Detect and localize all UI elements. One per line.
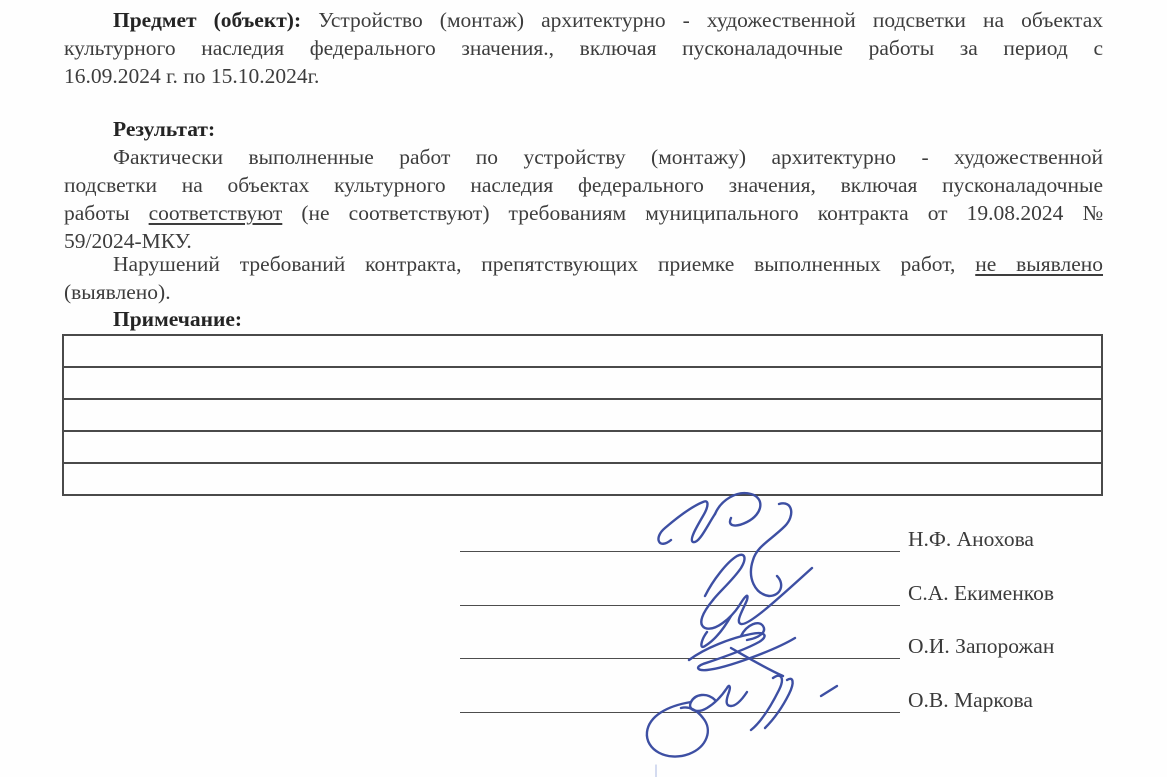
signatory-name-3: О.И. Запорожан (908, 634, 1055, 658)
signature-stroke-zaporozhan (689, 623, 795, 676)
result-heading: Результат: (113, 117, 216, 141)
result-line-3 (64, 199, 1103, 227)
signature-line-2 (460, 605, 900, 606)
violations-line-1-pre: Нарушений требований контракта, препятствующих приемке выполненных работ, (113, 252, 956, 276)
result-line-4: 59/2024-МКУ. (64, 229, 192, 253)
signature-stroke-anokhova (658, 493, 791, 596)
result-paragraph (64, 143, 1103, 255)
notes-table-row (64, 432, 1101, 464)
subject-line-1 (64, 6, 1103, 34)
signatory-name-4: О.В. Маркова (908, 688, 1033, 712)
result-line-1: Фактически выполненные работ по устройству (монтажу) архитектурно - художественной (113, 145, 1103, 169)
notes-table (62, 334, 1103, 496)
signature-line-3 (460, 658, 900, 659)
notes-table-row (64, 368, 1101, 400)
note-heading: Примечание: (113, 307, 243, 331)
signature-line-4 (460, 712, 900, 713)
subject-lead-bold: Предмет (объект): (113, 8, 302, 32)
violations-line-1-underlined: не выявлено (975, 252, 1104, 276)
signature-stroke-markova (647, 676, 837, 757)
result-line-3-post: (не соответствуют) требованиям муниципального контракта от 19.08.2024 № (301, 201, 1103, 225)
subject-line-2: культурного наследия федерального значения., включая пусконаладочные работы за период с (64, 36, 1103, 60)
signature-stroke-ekimenkov (701, 555, 812, 647)
result-line-3-pre: работы (64, 201, 130, 225)
signatory-name-2: С.А. Екименков (908, 581, 1054, 605)
subject-line-3: 16.09.2024 г. по 15.10.2024г. (64, 64, 320, 88)
notes-table-row (64, 336, 1101, 368)
result-heading-block (64, 115, 1103, 143)
violations-paragraph (64, 250, 1103, 306)
notes-table-row (64, 464, 1101, 494)
subject-line-1-text: Устройство (монтаж) архитектурно - художественной подсветки на объектах (318, 8, 1104, 32)
result-line-2: подсветки на объектах культурного наследия федерального значения, включая пусконаладочные (64, 173, 1103, 197)
subject-paragraph (64, 6, 1103, 90)
note-heading-block (64, 305, 1103, 333)
signatures-ink-overlay (555, 488, 915, 777)
signature-line-1 (460, 551, 900, 552)
violations-line-1 (64, 250, 1103, 278)
violations-line-2: (выявлено). (64, 280, 171, 304)
signatory-name-1: Н.Ф. Анохова (908, 527, 1034, 551)
result-line-3-underlined: соответствуют (148, 201, 283, 225)
notes-table-row (64, 400, 1101, 432)
